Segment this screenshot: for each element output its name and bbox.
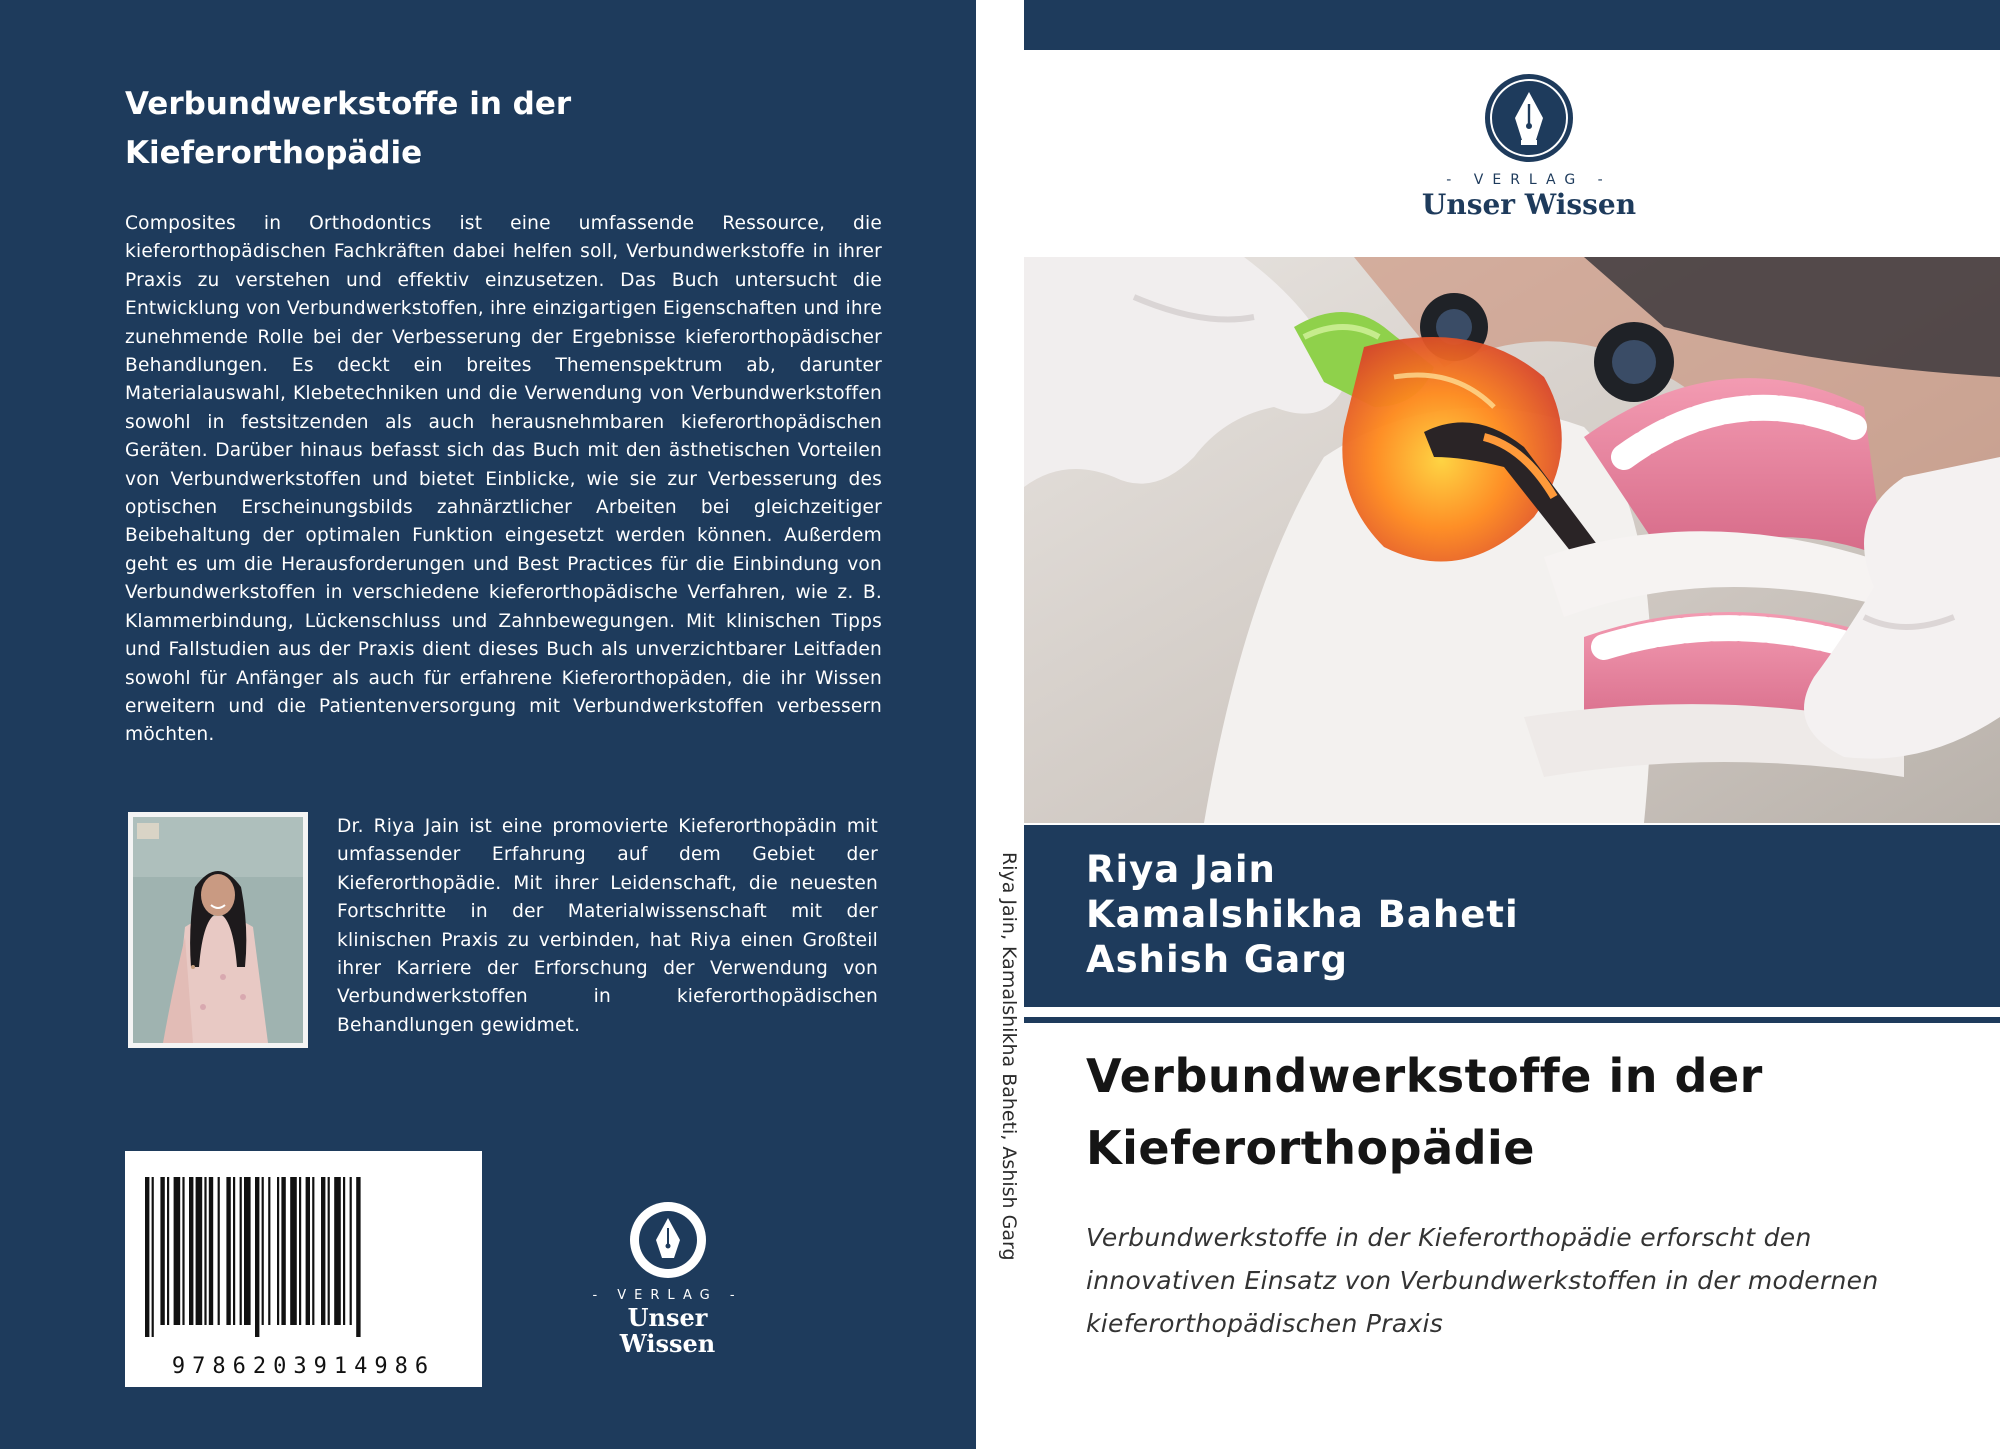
author-bio: Dr. Riya Jain ist eine promovierte Kieferorthopädin mit umfassender Erfahrung auf dem Gebiet der Kieferorthopädie. Mit ihrer Leidenschaft, die neuesten Fortschritte in der Materialwissenschaft mit der klinischen Praxis zu verbinden, hat Riya einen Großteil ihrer Karriere der Erforschung der Verwendung von Verbundwerkstoffen in kieferorthopädischen Behandlungen gewidmet. bbox=[337, 816, 878, 1036]
fountain-pen-nib-logo-icon bbox=[1483, 72, 1575, 164]
front-cover bbox=[1024, 0, 2000, 1449]
author-name-1: Riya Jain bbox=[1086, 848, 1276, 891]
back-cover bbox=[0, 0, 976, 1449]
barcode-bars bbox=[143, 1177, 465, 1337]
author-name-3: Ashish Garg bbox=[1086, 938, 1348, 981]
spine-authors: Riya Jain, Kamalshikha Baheti, Ashish Garg bbox=[998, 852, 1020, 1261]
back-publisher-logo bbox=[580, 1200, 755, 1357]
isbn-barcode bbox=[125, 1151, 482, 1387]
back-logo-brand: Unser Wissen bbox=[619, 1303, 716, 1358]
spine bbox=[976, 0, 1024, 1449]
front-logo-verlag: - VERLAG - bbox=[1446, 172, 1612, 188]
isbn-digits: 9786203914986 bbox=[171, 1354, 436, 1379]
back-cover-blurb: Composites in Orthodontics ist eine umfassende Ressource, die kieferorthopädischen Fachkräften dabei helfen soll, Verbundwerkstoffe in ihrer Praxis zu verstehen und effektiv einzusetzen. Das Buch untersucht die Entwicklung von Verbundwerkstoffen, ihre einzigartigen Eigenschaften und ihre zunehmende Rolle bei der Verbesserung der Ergebnisse kieferorthopädischer Behandlungen. Es deckt ein breites Themenspektrum ab, darunter Materialauswahl, Klebetechniken und die Verwendung von Verbundwerkstoffen sowohl in festsitzenden als auch herausnehmbaren kieferorthopädischen Geräten. Darüber hinaus befasst sich das Buch mit den ästhetischen Vorteilen von Verbundwerkstoffen und bietet Einblicke, wie sie zur Verbesserung des optischen Erscheinungsbilds zahnärztlicher Arbeiten bei gleichzeitiger Beibehaltung der optimalen Funktion eingesetzt werden können. Außerdem geht es um die Herausforderungen und Best Practices für die Einbindung von Verbundwerkstoffen in verschiedene kieferorthopädische Verfahren, wie z. B. Klammerbindung, Lückenschluss und Zahnbewegungen. Mit klinischen Tipps und Fallstudien aus der Praxis dient dieses Buch als unverzichtbarer Leitfaden sowohl für Anfänger als auch für erfahrene Kieferorthopäden, die ihr Wissen erweitern und die Patientenversorgung mit Verbundwerkstoffen verbessern möchten. bbox=[125, 213, 882, 746]
fountain-pen-nib-logo-icon bbox=[628, 1200, 708, 1280]
front-cover-title: Verbundwerkstoffe in der Kieferorthopädie bbox=[1086, 1049, 1763, 1175]
front-cover-subtitle: Verbundwerkstoffe in der Kieferorthopädie erforscht den innovativen Einsatz von Verbundwerkstoffen in der modernen kieferorthopädischen Praxis bbox=[1086, 1223, 1879, 1338]
back-logo-verlag: - VERLAG - bbox=[592, 1288, 743, 1303]
back-cover-title: Verbundwerkstoffe in der Kieferorthopädie bbox=[125, 86, 572, 171]
author-name-2: Kamalshikha Baheti bbox=[1086, 893, 1519, 936]
front-logo-brand: Unser Wissen bbox=[1421, 188, 1637, 221]
author-portrait-image bbox=[133, 817, 303, 1043]
cover-photo bbox=[1024, 257, 2000, 823]
author-photo bbox=[128, 812, 308, 1048]
divider-rule bbox=[1024, 1017, 2000, 1023]
dental-curing-light-photo bbox=[1024, 257, 2000, 823]
front-top-bar bbox=[1024, 0, 2000, 50]
front-publisher-logo bbox=[1404, 72, 1654, 220]
